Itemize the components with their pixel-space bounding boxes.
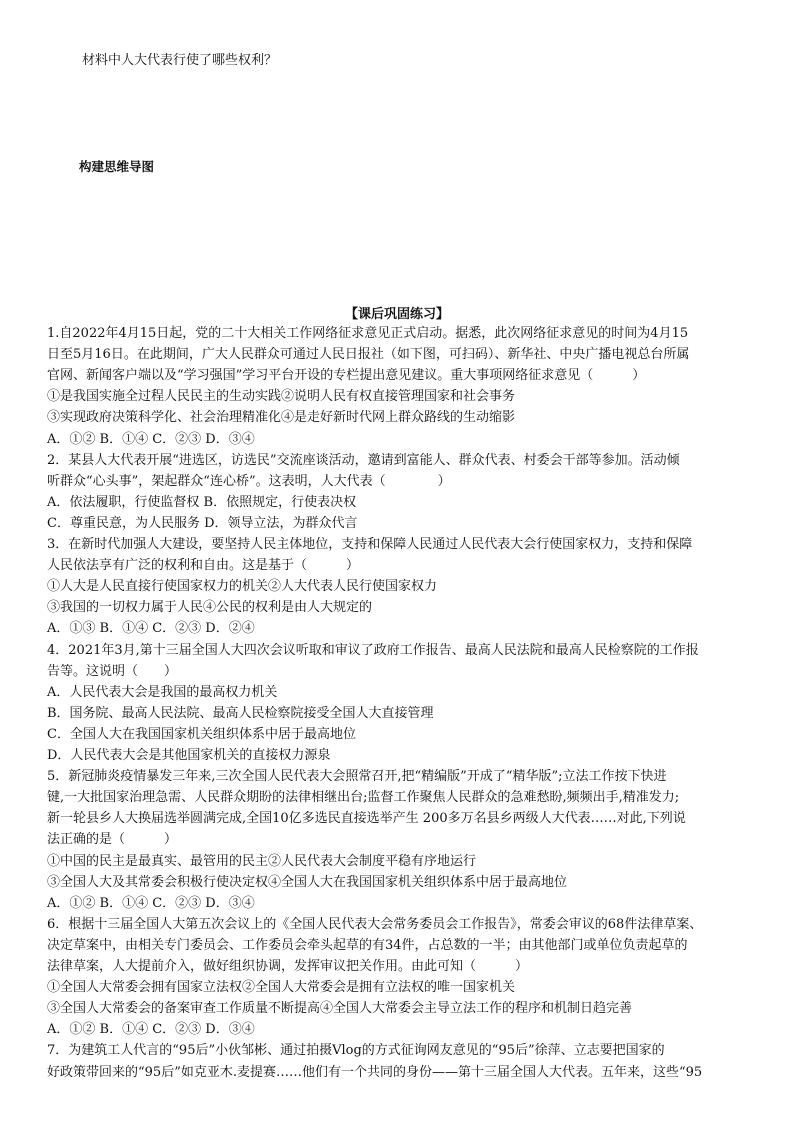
- exercise-line: A．①③ B．①④ C．②③ D．②④: [47, 621, 255, 637]
- exercise-line: 新一轮县乡人大换届选举圆满完成,全国10亿多选民直接选举产生 200多万名县乡两级人大代表……对此,下列说: [47, 811, 686, 827]
- exercise-line: ①人大是人民直接行使国家权力的机关②人大代表人民行使国家权力: [47, 579, 438, 595]
- exercise-line: ③实现政府决策科学化、社会治理精准化④是走好新时代网上群众路线的生动缩影: [47, 410, 516, 426]
- exercise-line: 5．新冠肺炎疫情暴发三年来,三次全国人民代表大会照常召开,把“精编版”开成了“精华版”;立法工作按下快进: [47, 769, 667, 785]
- exercise-line: 6．根据十三届全国人大第五次会议上的《全国人民代表大会常务委员会工作报告》，常委会审议的68件法律草案、: [47, 916, 703, 932]
- exercise-line: 4．2021年3月,第十三届全国人大四次会议听取和审议了政府工作报告、最高人民法院和最高人民检察院的工作报: [47, 642, 699, 658]
- exercise-line: D．人民代表大会是其他国家机关的直接权力源泉: [47, 748, 331, 763]
- exercise-line: 7．为建筑工人代言的“95后”小伙邹彬、通过拍摄Vlog的方式征询网友意见的“95后”徐萍、立志要把国家的: [47, 1043, 665, 1059]
- mindmap-title: 构建思维导图: [79, 159, 155, 174]
- exercise-line: 好政策带回来的“95后”如克亚木.麦提赛……他们有一个共同的身份——第十三届全国人大代表。五年来，这些“95: [47, 1064, 703, 1080]
- exercise-line: A．依法履职，行使监督权 B．依照规定，行使表决权: [47, 494, 357, 510]
- exercise-line: C．尊重民意，为人民服务 D．领导立法，为群众代言: [47, 515, 358, 531]
- exercise-line: 决定草案中，由相关专门委员会、工作委员会牵头起草的有34件，占总数的一半；由其他部门或单位负责起草的: [47, 937, 688, 953]
- exercise-line: A．人民代表大会是我国的最高权力机关: [47, 684, 278, 700]
- exercise-line: 法律草案，人大提前介入，做好组织协调，发挥审议把关作用。由此可知（ ）: [47, 959, 529, 974]
- exercise-line: A．①② B．①④ C．②③ D．③④: [47, 431, 255, 447]
- exercise-line: 法正确的是（ ）: [47, 832, 178, 848]
- exercise-line: ①是我国实施全过程人民民主的生动实践②说明人民有权直接管理国家和社会事务: [47, 389, 516, 405]
- exercise-line: A．①② B．①④ C．②③ D．③④: [47, 1022, 255, 1038]
- exercise-line: 官网、新闻客户端以及“学习强国”学习平台开设的专栏提出意见建议。重大事项网络征求意见（ ）: [47, 368, 646, 384]
- exercise-line: ①全国人大常委会拥有国家立法权②全国人大常委会是拥有立法权的唯一国家机关: [47, 980, 516, 996]
- exercise-line: 日至5月16日。在此期间，广大人民群众可通过人民日报社（如下图，可扫码）、新华社、中央广播电视总台所属: [47, 347, 690, 363]
- exercise-line: A．①② B．①④ C．②③ D．③④: [47, 895, 255, 911]
- exercise-line: ①中国的民主是最真实、最管用的民主②人民代表大会制度平稳有序地运行: [47, 853, 477, 869]
- exercise-line: 2．某县人大代表开展“进选区，访选民”交流座谈活动，邀请到富能人、群众代表、村委会干部等参加。活动倾: [47, 452, 680, 468]
- exercise-line: ③全国人大常委会的备案审查工作质量不断提高④全国人大常委会主导立法工作的程序和机制日趋完善: [47, 1001, 633, 1017]
- exercise-line: ③我国的一切权力属于人民④公民的权利是由人大规定的: [47, 600, 373, 616]
- exercise-line: 听群众“心头事”，架起群众“连心桥”。这表明，人大代表（ ）: [47, 473, 451, 489]
- exercise-line: 告等。这说明（ ）: [47, 663, 178, 679]
- exercise-line: 3．在新时代加强人大建设，要坚持人民主体地位，支持和保障人民通过人民代表大会行使国家权力，支持和保障: [47, 537, 693, 552]
- exercise-line: ③全国人大及其常委会积极行使决定权④全国人大在我国国家机关组织体系中居于最高地位: [47, 874, 568, 890]
- exercise-line: 键,一大批国家治理急需、人民群众期盼的法律相继出台;监督工作聚焦人民群众的急难愁盼,频频出手,精准发力;: [47, 790, 680, 806]
- exercise-line: 1.自2022年4月15日起，党的二十大相关工作网络征求意见正式启动。据悉，此次网络征求意见的时间为4月15: [47, 326, 689, 341]
- exercise-line: C．全国人大在我国国家机关组织体系中居于最高地位: [47, 726, 356, 742]
- exercise-line: B．国务院、最高人民法院、最高人民检察院接受全国人大直接管理: [47, 705, 434, 721]
- section-title: 【课后巩固练习】: [344, 307, 449, 322]
- material-question: 材料中人大代表行使了哪些权利？: [82, 53, 278, 68]
- exercise-line: 人民依法享有广泛的权利和自由。这是基于（ ）: [47, 558, 360, 574]
